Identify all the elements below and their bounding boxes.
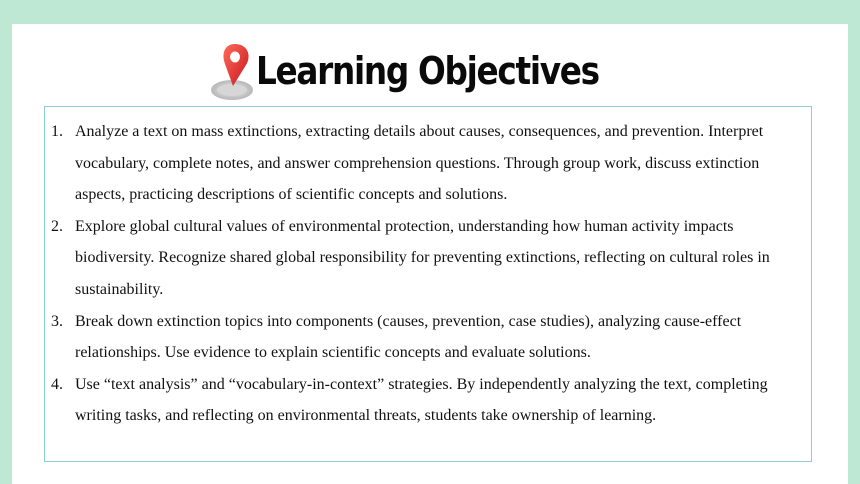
item-number: 4. — [51, 375, 63, 393]
list-item — [51, 116, 803, 211]
item-text: Use “text analysis” and “vocabulary-in-context” strategies. By independently analyzing the text, completing writing tasks, and reflecting on environmental threats, students take ownership of learning. — [75, 375, 768, 425]
item-text: Break down extinction topics into components (causes, prevention, case studies), analyzing cause-effect relationships. Use evidence to explain scientific concepts and evaluate solutions. — [75, 312, 742, 362]
slide — [12, 24, 848, 484]
item-text: Explore global cultural values of environmental protection, understanding how human activity impacts biodiversity. Recognize shared global responsibility for preventing extinctions, reflecting on cultural roles in sustainability. — [75, 217, 770, 298]
item-number: 1. — [51, 123, 63, 140]
map-pin-icon — [208, 40, 260, 102]
objectives-box — [44, 106, 812, 462]
item-number: 2. — [51, 217, 63, 235]
list-item — [51, 306, 803, 369]
page-title: Learning Objectives — [256, 49, 599, 93]
objectives-list — [51, 116, 803, 432]
item-text: Analyze a text on mass extinctions, extracting details about causes, consequences, and prevention. Interpret vocabulary, complete notes, and answer comprehension questions. Through group work, discuss extinction aspects, practicing descriptions of scientific concepts and solutions. — [75, 123, 764, 204]
item-number: 3. — [51, 312, 63, 330]
list-item — [51, 211, 803, 306]
list-item — [51, 369, 803, 432]
